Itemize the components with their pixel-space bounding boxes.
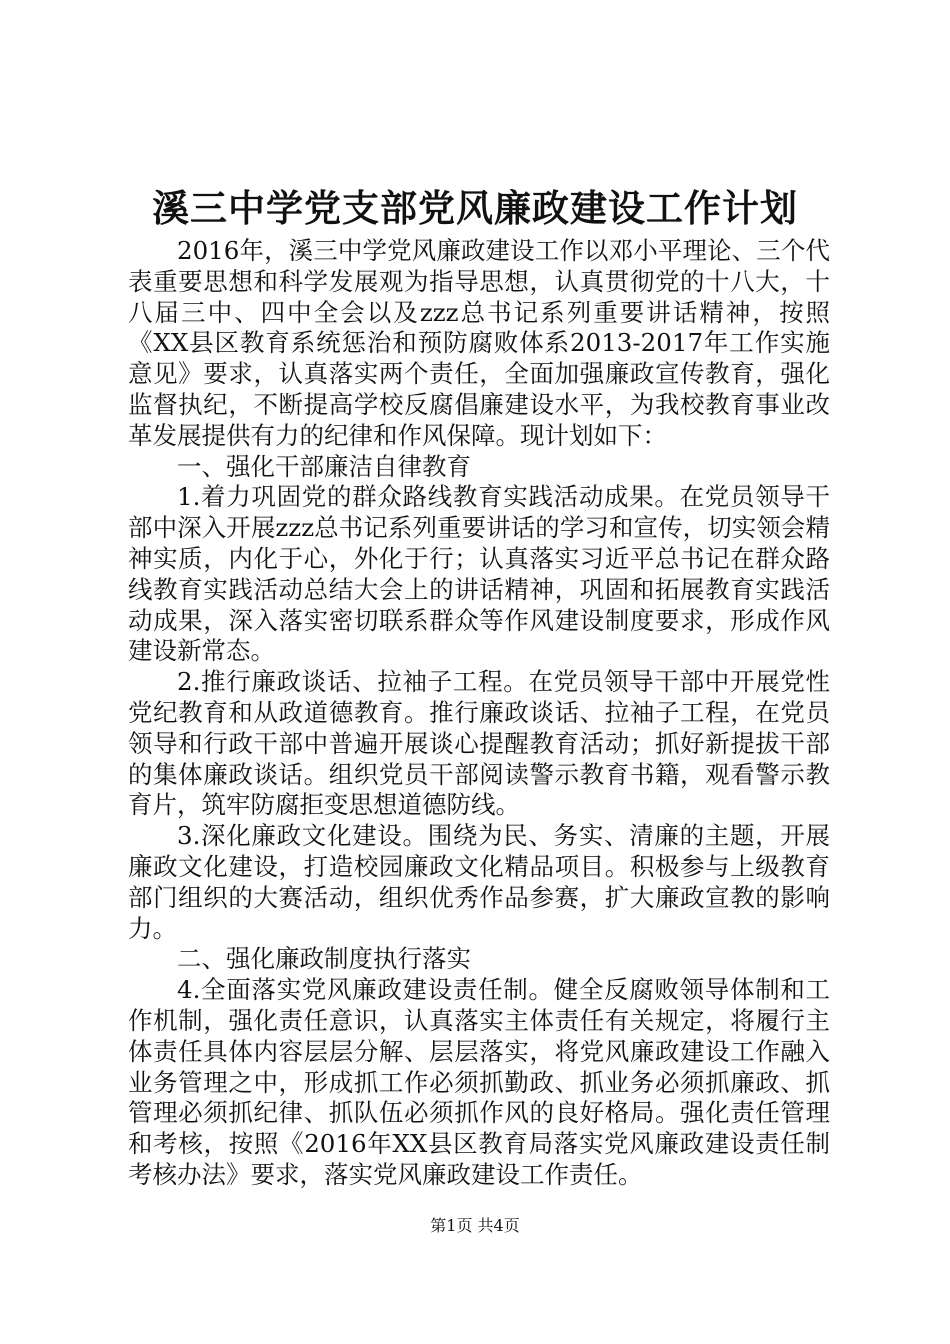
document-title: 溪三中学党支部党风廉政建设工作计划 xyxy=(152,186,798,230)
section-heading-1: 一、强化干部廉洁自律教育 xyxy=(177,451,471,481)
document-body xyxy=(128,236,830,1191)
item-paragraph-2: 2.推行廉政谈话、拉袖子工程。在党员领导干部中开展党性党纪教育和从政道德教育。推行廉政谈话、拉袖子工程，在党员领导和行政干部中普遍开展谈心提醒教育活动；抓好新提拔干部的集体廉政谈话。组织党员干部阅读警示教育书籍，观看警示教育片，筑牢防腐拒变思想道德防线。 xyxy=(128,667,830,820)
item-paragraph-3: 3.深化廉政文化建设。围绕为民、务实、清廉的主题，开展廉政文化建设，打造校园廉政文化精品项目。积极参与上级教育部门组织的大赛活动，组织优秀作品参赛，扩大廉政宣教的影响力。 xyxy=(128,821,830,943)
item-paragraph-4: 4.全面落实党风廉政建设责任制。健全反腐败领导体制和工作机制，强化责任意识，认真落实主体责任有关规定，将履行主体责任具体内容层层分解、层层落实，将党风廉政建设工作融入业务管理之中，形成抓工作必须抓勤政、抓业务必须抓廉政、抓管理必须抓纪律、抓队伍必须抓作风的良好格局。强化责任管理和考核，按照《2016年XX县区教育局落实党风廉政建设责任制考核办法》要求，落实党风廉政建设工作责任。 xyxy=(128,975,830,1189)
page-number-footer: 第1页 共4页 xyxy=(430,1216,520,1235)
section-heading-2: 二、强化廉政制度执行落实 xyxy=(177,944,471,974)
intro-paragraph: 2016年，溪三中学党风廉政建设工作以邓小平理论、三个代表重要思想和科学发展观为指导思想，认真贯彻党的十八大，十八届三中、四中全会以及zzz总书记系列重要讲话精神，按照《XX县区教育系统惩治和预防腐败体系2013-2017年工作实施意见》要求，认真落实两个责任，全面加强廉政宣传教育，强化监督执纪，不断提高学校反腐倡廉建设水平，为我校教育事业改革发展提供有力的纪律和作风保障。现计划如下： xyxy=(128,236,830,450)
item-paragraph-1: 1.着力巩固党的群众路线教育实践活动成果。在党员领导干部中深入开展zzz总书记系列重要讲话的学习和宣传，切实领会精神实质，内化于心，外化于行；认真落实习近平总书记在群众路线教育实践活动总结大会上的讲话精神，巩固和拓展教育实践活动成果，深入落实密切联系群众等作风建设制度要求，形成作风建设新常态。 xyxy=(128,482,830,666)
